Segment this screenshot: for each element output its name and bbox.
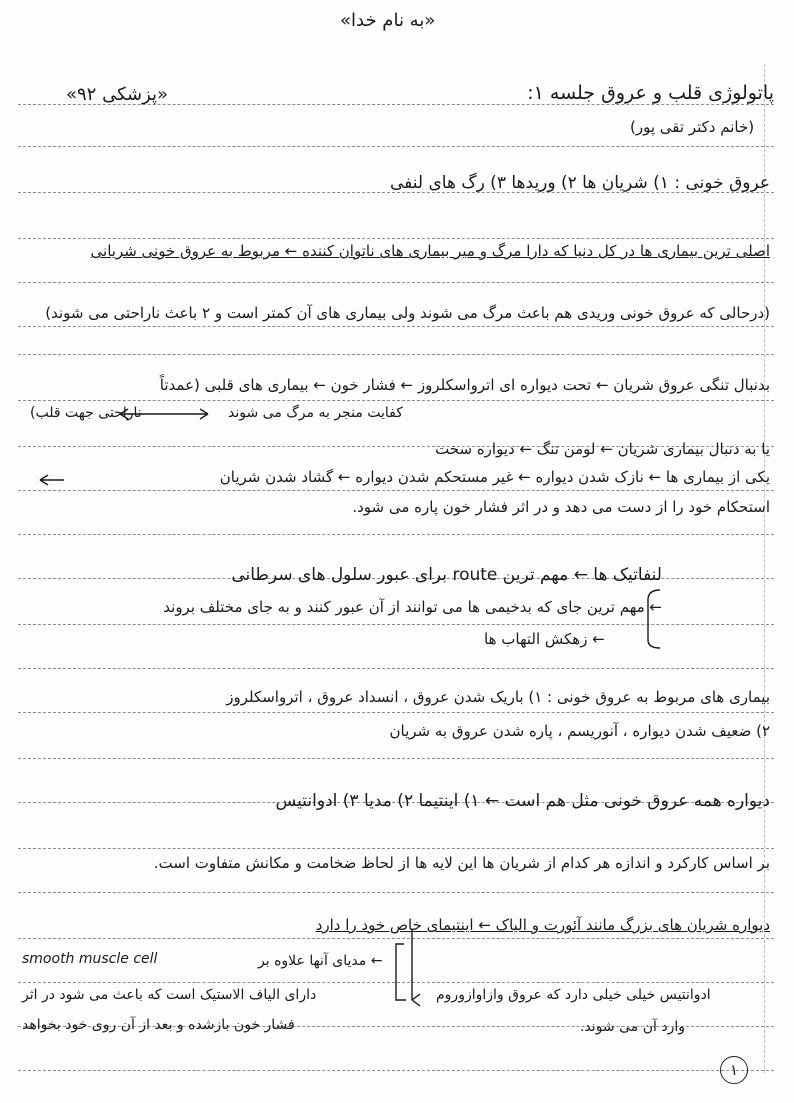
wall-thinning-line: یکی از بیماری ها ← نازک شدن دیواره ← غیر مستحکم شدن دیواره ← گشاد شدن شریان — [219, 468, 770, 486]
lecture-title: پاتولوژی قلب و عروق جلسه ۱: — [527, 82, 774, 104]
layer-thickness-line: بر اساس کارکرد و اندازه هر کدام از شریان ها این لایه ها از لحاظ ضخامت و مکانش متفاوت است. — [153, 854, 770, 872]
media-line: ← مدیای آنها علاوه بر — [258, 953, 383, 969]
blood-pressure-line: فشار خون بازشده و بعد از آن روی خود بخواهد — [22, 1017, 295, 1033]
adventitia-line: ادوانتیس خیلی خیلی دارد که عروق وازاوازوروم — [436, 987, 711, 1003]
course-label: «پزشکی ۹۲» — [66, 84, 169, 105]
malignancy-line: ← مهم ترین جای که بدخیمی ها می توانند از آن عبور کنند و به جای مختلف بروند — [163, 598, 662, 616]
venous-note-line: (درحالی که عروق خونی وریدی هم باعث مرگ می شوند ولی بیماری های آن کمتر است و ۲ باعث ناراحتی می شوند) — [45, 304, 770, 322]
large-artery-line: دیواره شریان های بزرگ مانند آئورت و الیاک ← اینتیمای خاص خود را دارد — [315, 916, 770, 934]
arterial-disease-line: اصلی ترین بیماری ها در کل دنیا که دارا مرگ و میر بیماری های ناتوان کننده ← مربوط به عروق خونی شریانی — [90, 242, 770, 260]
smooth-muscle-note: smooth muscle cell — [22, 951, 158, 967]
rupture-line: استحکام خود را از دست می دهد و در اثر فشار خون پاره می شود. — [352, 498, 770, 516]
cardiac-note: ناراحتی جهت قلب) — [30, 405, 142, 421]
adventitia-arrow — [412, 930, 420, 1006]
rupture-arrow — [40, 475, 64, 485]
narrow-lumen-line: یا به دنبال بیماری شریان ← لومن تنگ ← دیواره سخت — [435, 440, 770, 458]
stenosis-line: بدنبال تنگی عروق شریان ← تحت دیواره ای اترواسکلروز ← فشار خون ← بیماری های قلبی (عمدتاً — [159, 376, 770, 394]
drainage-line: ← زهکش التهاب ها — [484, 630, 605, 648]
media-bracket — [396, 944, 406, 1000]
aneurysm-line: ۲) ضعیف شدن دیواره ، آنوریسم ، پاره شدن عروق به شریان — [389, 722, 770, 740]
vasa-vasorum-line: وارد آن می شوند. — [580, 1019, 685, 1035]
lymphatic-line: لنفاتیک ها ← مهم ترین route برای عبور سلول های سرطانی — [231, 565, 662, 585]
page-number: ١ — [720, 1056, 748, 1084]
instructor-name: (خانم دکتر تقی پور) — [630, 118, 755, 136]
basmala-heading: «به نام خدا» — [340, 10, 436, 31]
death-note: کفایت منجر به مرگ می شوند — [228, 405, 403, 421]
lymphatic-bracket — [648, 590, 660, 648]
vessel-types-line: عروق خونی : ۱) شریان ها ۲) وریدها ۳) رگ های لنفی — [390, 173, 770, 193]
vascular-diseases-line: بیماری های مربوط به عروق خونی : ۱) باریک شدن عروق ، انسداد عروق ، اترواسکلروز — [226, 688, 770, 706]
elastic-fiber-line: دارای الیاف الاستیک است که باعث می شود در اثر — [22, 987, 317, 1003]
vessel-layers-line: دیواره همه عروق خونی مثل هم است ← ۱) اینتیما ۲) مدیا ۳) ادوانتیس — [275, 791, 770, 811]
